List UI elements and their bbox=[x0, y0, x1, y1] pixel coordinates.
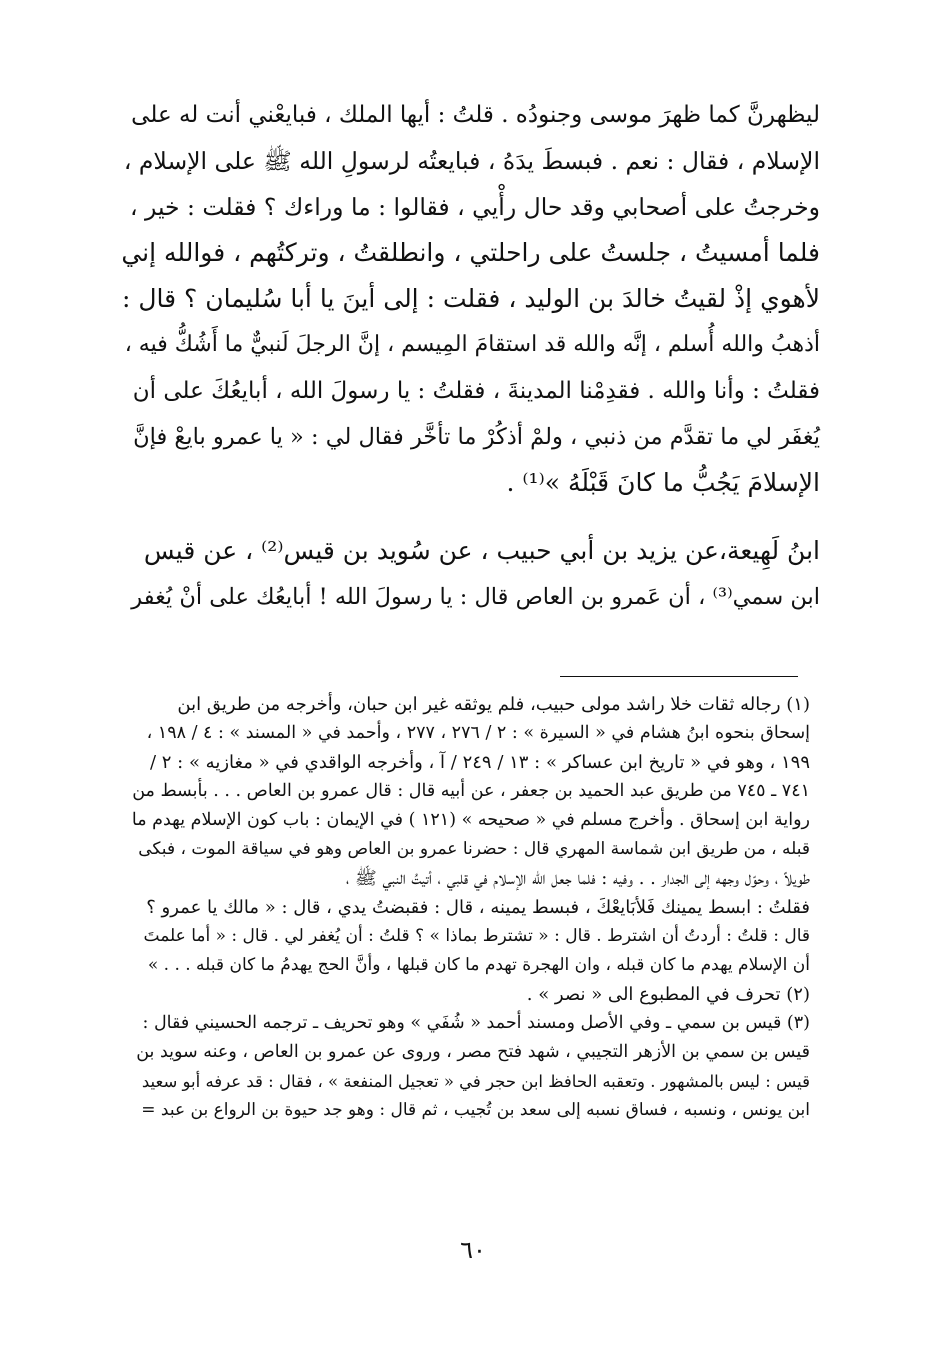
text-line: ليظهرنَّ كما ظهرَ موسى وجنودُه . قلتُ : أيها الملك ، فبايعْني أنت له على bbox=[131, 102, 820, 128]
footnote-line: فقلتُ : ابسط يمينك فَلأبَايعْكَ ، فبسط يمينه ، قال : فقبضتُ يدي ، قال : « مالك يا عمرو ؟ bbox=[146, 897, 810, 918]
text-line: فقلتُ : وأنا والله . فقدِمْنا المدينةَ ، فقلتُ : يا رسولَ الله ، أبايعُكَ على أن bbox=[132, 378, 820, 404]
page-number: ٦٠ bbox=[460, 1236, 486, 1264]
footnote-line: أن الإسلام يهدم ما كان قبله ، وان الهجرة تهدم ما كان قبلها ، وأنَّ الحج يهدمُ ما كان قبله . . . » bbox=[147, 955, 810, 975]
text-line: ابن سمي⁽³⁾ ، أن عَمرو بن العاص قال : يا رسولَ الله ! أبايعُك على أنْ يُغفر bbox=[131, 584, 820, 610]
footnote-line: قيس بن سمي بن الأزهر التجيبي ، شهد فتح مصر ، وروى عن عمرو بن العاص ، وعنه سويد بن bbox=[136, 1042, 810, 1062]
footnote-line: (٢) تحرف في المطبوع الى « نصر » . bbox=[526, 984, 810, 1005]
text-line: لأهوي إذْ لقيتُ خالدَ بن الوليد ، فقلت : إلى أينَ يا أبا سُليمان ؟ قال : bbox=[121, 284, 820, 313]
footnote-line: قيس : ليس بالمشهور . وتعقبه الحافظ ابن حجر في « تعجيل المنفعة » ، فقال : قد عرفه أبو سعيد bbox=[141, 1072, 810, 1091]
footnote-line: قبله ، من طريق ابن شماسة المهري قال : حضرنا عمرو بن العاص وهو في سياقة الموت ، فبكى bbox=[138, 839, 810, 859]
text-line: الإسلامَ يَجُبُّ ما كانَ قَبْلَهُ »⁽¹⁾ . bbox=[506, 468, 820, 497]
footnote-line: (٣) قيس بن سمي ـ وفي الأصل ومسند أحمد « شُفَي » وهو تحريف ـ ترجمه الحسيني فقال : bbox=[142, 1013, 810, 1033]
footnotes bbox=[130, 690, 810, 1125]
main-text bbox=[120, 92, 820, 620]
text-line: وخرجتُ على أصحابي وقد حال رأْيي ، فقالوا : ما وراءك ؟ فقلت : خير ، bbox=[129, 193, 820, 221]
footnote-line: رواية ابن إسحاق . وأخرج مسلم في « صحيحه » (١٢١ ) في الإيمان : باب كون الإسلام يهدم ما bbox=[131, 810, 810, 830]
footnote-line: ابن يونس ، ونسبه ، فساق نسبه إلى سعد بن تُجيب ، ثم قال : وهو جد حيوة بن الرواع بن عبد = bbox=[141, 1100, 810, 1120]
footnote-line: إسحاق بنحوه ابنُ هشام في « السيرة » : ٢ / ٢٧٦ ، ٢٧٧ ، وأحمد في « المسند » : ٤ / ١٩٨ ، bbox=[146, 723, 810, 743]
text-line: ابنُ لَهِيعة،عن يزيد بن أبي حبيب ، عن سُويد بن قيس⁽²⁾ ، عن قيس bbox=[143, 536, 820, 565]
footnote-line: ١٩٩ ، وهو في « تاريخ ابن عساكر » : ١٣ / ٢٤٩ / آ ، وأخرجه الواقدي في « مغازيه » : ٢ / bbox=[149, 752, 810, 773]
footnote-line: طويلاً ، وحوّل وجهه إلى الجدار . . وفيه : فلما جعل الله الإسلام في قلبي ، أتيتُ النبي ﷺ ، bbox=[345, 868, 810, 889]
text-line: الإسلام ، فقال : نعم . فبسطَ يدَهُ ، فبايعتُه لرسولِ الله ﷺ على الإسلام ، bbox=[123, 147, 820, 175]
footnote-line: ٧٤١ ـ ٧٤٥ من طريق عبد الحميد بن جعفر ، عن أبيه قال : قال عمرو بن العاص . . . بأبسط من bbox=[132, 781, 810, 801]
text-line: يُغفَر لي ما تقدَّم من ذنبي ، ولمْ أذكُرْ ما تأخَّر فقال لي : « يا عمرو بايعْ فإنَّ bbox=[133, 424, 820, 450]
footnote-line: (١) رجاله ثقات خلا راشد مولى حبيب، فلم يوثقه غير ابن حبان، وأخرجه من طريق ابن bbox=[177, 694, 810, 715]
text-line: فلما أمسيتُ ، جلستُ على راحلتي ، وانطلقتُ ، وتركتُهم ، فوالله إني bbox=[121, 238, 820, 267]
paragraph-2 bbox=[120, 528, 820, 620]
paragraph-1 bbox=[120, 92, 820, 506]
footnote-separator bbox=[560, 676, 798, 677]
text-line: أذهبُ والله أُسلم ، إنَّه والله قد استقامَ المِيسم ، إنَّ الرجلَ لَنبيٌّ ما أَشُكُّ فيه ، bbox=[124, 332, 820, 357]
footnote-line: قال : قلتُ : أردتُ أن اشترط . قال : « تشترط بماذا » ؟ قلتُ : أن يُغفر لي . قال : « أما علمتَ bbox=[143, 926, 810, 946]
